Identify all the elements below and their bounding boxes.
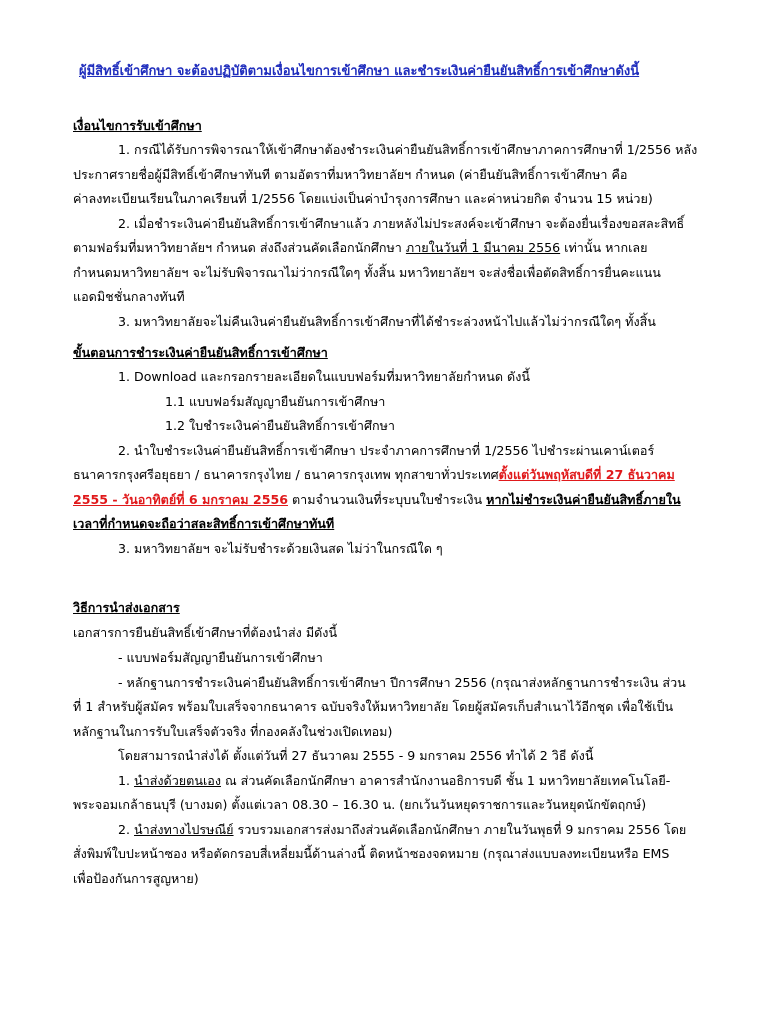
condition-2-text-c: เท่านั้น หากเลย bbox=[560, 240, 648, 255]
payment-step-3: 3. มหาวิทยาลัยฯ จะไม่รับชำระด้วยเงินสด ไม่ว่าในกรณีใด ๆ bbox=[118, 541, 443, 556]
delivery-method-2-number: 2. bbox=[118, 822, 135, 837]
payment-step-1-2: 1.2 ใบชำระเงินค่ายืนยันสิทธิ์การเข้าศึกษา bbox=[165, 418, 395, 433]
delivery-method-2-line-3: เพื่อป้องกันการสูญหาย) bbox=[73, 871, 199, 886]
payment-step-1: 1. Download และกรอกรายละเอียดในแบบฟอร์มที่มหาวิทยาลัยกำหนด ดังนี้ bbox=[118, 369, 530, 384]
delivery-method-1-title: นำส่งด้วยตนเอง bbox=[134, 773, 221, 788]
payment-step-2-line-3 bbox=[73, 490, 681, 510]
delivery-intro: โดยสามารถนำส่งได้ ตั้งแต่วันที่ 27 ธันวาคม 2555 - 9 มกราคม 2556 ทำได้ 2 วิธี ดังนี้ bbox=[118, 748, 594, 763]
delivery-method-2-title: นำส่งทางไปรษณีย์ bbox=[134, 822, 234, 837]
documents-intro: เอกสารการยืนยันสิทธิ์เข้าศึกษาที่ต้องนำส่ง มีดังนี้ bbox=[73, 625, 338, 640]
delivery-method-2-text: รวบรวมเอกสารส่งมาถึงส่วนคัดเลือกนักศึกษา ภายในวันพุธที่ 9 มกราคม 2556 โดย bbox=[233, 822, 687, 837]
payment-period-start: ตั้งแต่วันพฤหัสบดีที่ 27 ธันวาคม bbox=[498, 467, 675, 482]
condition-1-line-2: ประกาศรายชื่อผู้มีสิทธิ์เข้าศึกษาทันที ตามอัตราที่มหาวิทยาลัยฯ กำหนด (ค่ายืนยันสิทธิ์การเข้าศึกษา คือ bbox=[73, 167, 628, 182]
document-item-2-line-3: หลักฐานในการรับใบเสร็จตัวจริง ที่กองคลังในช่วงเปิดเทอม) bbox=[73, 724, 393, 739]
delivery-method-1-text: ณ ส่วนคัดเลือกนักศึกษา อาคารสำนักงานอธิการบดี ชั้น 1 มหาวิทยาลัยเทคโนโลยี- bbox=[220, 773, 671, 788]
condition-2-line-3: กำหนดมหาวิทยาลัยฯ จะไม่รับพิจารณาไม่ว่ากรณีใดๆ ทั้งสิ้น มหาวิทยาลัยฯ จะส่งชื่อเพื่อตัดสิทธิ์การยื่นคะแนน bbox=[73, 265, 661, 280]
payment-banks-text: ธนาคารกรุงศรีอยุธยา / ธนาคารกรุงไทย / ธนาคารกรุงเทพ ทุกสาขาทั่วประเทศ bbox=[73, 467, 499, 482]
delivery-method-1-line-2: พระจอมเกล้าธนบุรี (บางมด) ตั้งแต่เวลา 08.30 – 16.30 น. (ยกเว้นวันหยุดราชการและวันหยุดนักขัตฤกษ์) bbox=[73, 797, 647, 812]
payment-step-2-line-2 bbox=[73, 465, 675, 485]
condition-2-line-1: 2. เมื่อชำระเงินค่ายืนยันสิทธิ์การเข้าศึกษาแล้ว ภายหลังไม่ประสงค์จะเข้าศึกษา จะต้องยื่นเรื่องขอสละสิทธิ์ bbox=[118, 216, 685, 231]
document-title: ผู้มีสิทธิ์เข้าศึกษา จะต้องปฏิบัติตามเงื่อนไขการเข้าศึกษา และชำระเงินค่ายืนยันสิทธิ์การเข้าศึกษาดังนี้ bbox=[79, 64, 640, 79]
section-heading-documents: วิธีการนำส่งเอกสาร bbox=[73, 600, 180, 615]
payment-warning-b: เวลาที่กำหนดจะถือว่าสละสิทธิ์การเข้าศึกษาทันที bbox=[73, 516, 335, 531]
condition-2-line-2 bbox=[73, 238, 647, 258]
document-item-2-line-2: ที่ 1 สำหรับผู้สมัคร พร้อมใบเสร็จจากธนาคาร ฉบับจริงให้มหาวิทยาลัย โดยผู้สมัครเก็บสำเนาไว้อีกชุด เพื่อใช้เป็น bbox=[73, 699, 674, 714]
section-heading-conditions: เงื่อนไขการรับเข้าศึกษา bbox=[73, 118, 202, 133]
deadline-date: ภายในวันที่ 1 มีนาคม 2556 bbox=[405, 240, 561, 255]
condition-1-line-3: ค่าลงทะเบียนเรียนในภาคเรียนที่ 1/2556 โดยแบ่งเป็นค่าบำรุงการศึกษา และค่าหน่วยกิต จำนวน 15 หน่วย) bbox=[73, 191, 653, 206]
delivery-method-1-line-1 bbox=[118, 771, 670, 791]
payment-amount-text: ตามจำนวนเงินที่ระบุบนใบชำระเงิน bbox=[287, 492, 487, 507]
delivery-method-2-line-2: สั่งพิมพ์ใบปะหน้าซอง หรือตัดกรอบสี่เหลี่ยมนี้ด้านล่างนี้ ติดหน้าซองจดหมาย (กรุณาส่งแบบลงทะเบียนหรือ EMS bbox=[73, 846, 670, 861]
condition-3: 3. มหาวิทยาลัยจะไม่คืนเงินค่ายืนยันสิทธิ์การเข้าศึกษาที่ได้ชำระล่วงหน้าไปแล้วไม่ว่ากรณีใดๆ ทั้งสิ้น bbox=[118, 314, 656, 329]
section-heading-payment: ขั้นตอนการชำระเงินค่ายืนยันสิทธิ์การเข้าศึกษา bbox=[73, 345, 328, 360]
condition-2-line-4: แอดมิชชั่นกลางทันที bbox=[73, 289, 185, 304]
document-item-1: - แบบฟอร์มสัญญายืนยันการเข้าศึกษา bbox=[118, 650, 323, 665]
payment-step-2-line-1: 2. นำใบชำระเงินค่ายืนยันสิทธิ์การเข้าศึกษา ประจำภาคการศึกษาที่ 1/2556 ไปชำระผ่านเคาน์เตอร์ bbox=[118, 443, 655, 458]
document-item-2-line-1: - หลักฐานการชำระเงินค่ายืนยันสิทธิ์การเข้าศึกษา ปีการศึกษา 2556 (กรุณาส่งหลักฐานการชำระเงิน ส่วน bbox=[118, 675, 686, 690]
delivery-method-1-number: 1. bbox=[118, 773, 135, 788]
delivery-method-2-line-1 bbox=[118, 820, 686, 840]
payment-period-end: 2555 - วันอาทิตย์ที่ 6 มกราคม 2556 bbox=[73, 492, 288, 507]
payment-step-1-1: 1.1 แบบฟอร์มสัญญายืนยันการเข้าศึกษา bbox=[165, 394, 386, 409]
payment-warning-a: หากไม่ชำระเงินค่ายืนยันสิทธิ์ภายใน bbox=[486, 492, 681, 507]
condition-2-text-a: ตามฟอร์มที่มหาวิทยาลัยฯ กำหนด ส่งถึงส่วนคัดเลือกนักศึกษา bbox=[73, 240, 406, 255]
condition-1-line-1: 1. กรณีได้รับการพิจารณาให้เข้าศึกษาต้องชำระเงินค่ายืนยันสิทธิ์การเข้าศึกษาภาคการศึกษาที่ 1/2556 หลัง bbox=[118, 142, 698, 157]
